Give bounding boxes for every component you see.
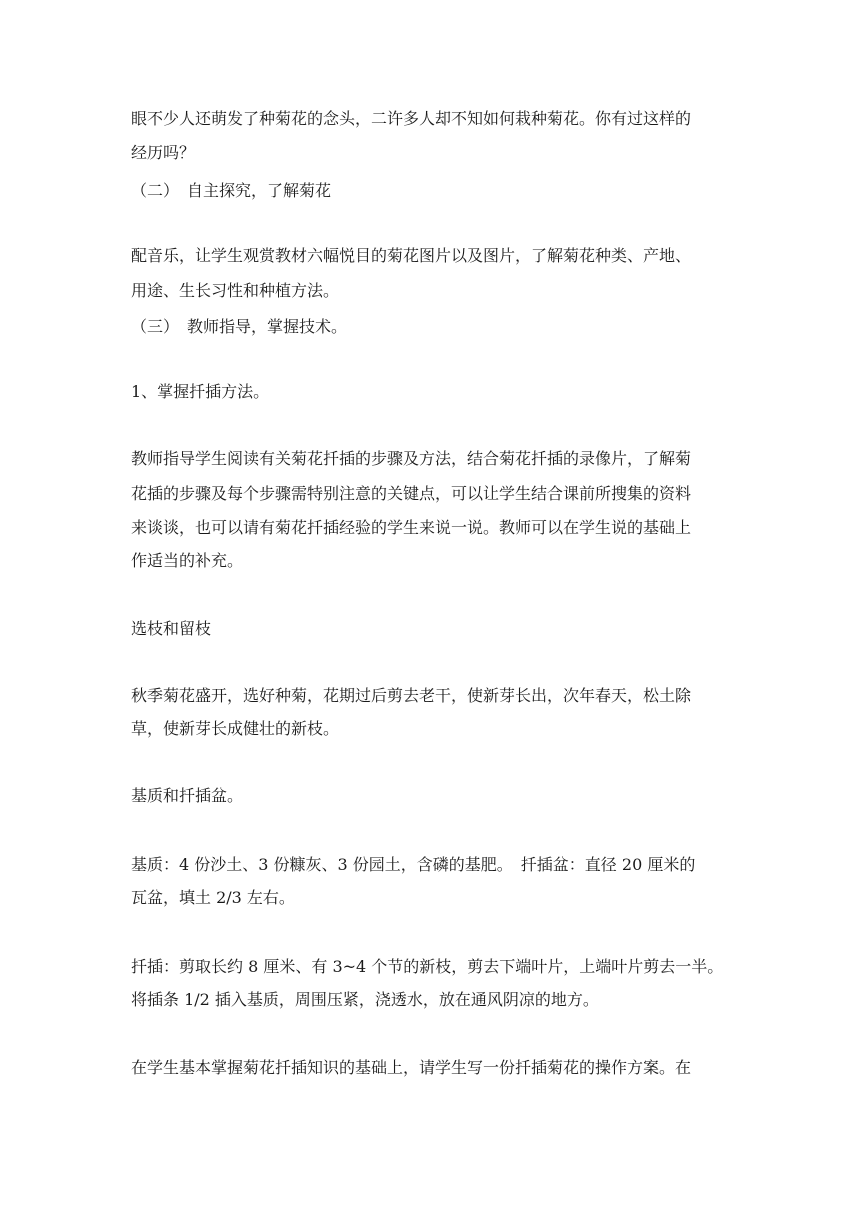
subheading-substrate: 基质和扦插盆。 [131,786,244,805]
text-line-2: 经历吗？ [131,143,196,162]
text-line-19: 将插条 1/2 插入基质，周围压紧，浇透水，放在通风阴凉的地方。 [131,990,599,1009]
subheading-select-branch: 选枝和留枝 [131,619,212,638]
text-line-4: 配音乐，让学生观赏教材六幅悦目的菊花图片以及图片，了解菊花种类、产地、 [131,246,692,265]
text-line-17: 瓦盆，填土 2/3 左右。 [131,888,295,907]
text-line-16: 基质：4 份沙土、3 份糠灰、3 份园土，含磷的基肥。 扦插盆：直径 20 厘米的 [131,855,696,874]
section-heading-3: （三） 教师指导，掌握技术。 [131,317,348,336]
text-line-11: 作适当的补充。 [131,551,244,570]
text-line-20: 在学生基本掌握菊花扦插知识的基础上，请学生写一份扦插菊花的操作方案。在 [131,1058,692,1077]
text-line-13: 秋季菊花盛开，选好种菊，花期过后剪去老干，使新芽长出，次年春天，松土除 [131,686,692,705]
section-heading-2: （二） 自主探究，了解菊花 [131,181,332,200]
text-line-14: 草，使新芽长成健壮的新枝。 [131,719,340,738]
text-line-8: 教师指导学生阅读有关菊花扦插的步骤及方法，结合菊花扦插的录像片，了解菊 [131,449,692,468]
text-line-1: 眼不少人还萌发了种菊花的念头，二许多人却不知如何栽种菊花。你有过这样的 [131,109,692,128]
text-line-18: 扦插：剪取长约 8 厘米、有 3~4 个节的新枝，剪去下端叶片，上端叶片剪去一半。 [131,957,724,976]
subheading-1: 1、掌握扦插方法。 [131,382,270,401]
text-line-9: 花插的步骤及每个步骤需特别注意的关键点，可以让学生结合课前所搜集的资料 [131,484,692,503]
text-line-5: 用途、生长习性和种植方法。 [131,281,340,300]
text-line-10: 来谈谈，也可以请有菊花扦插经验的学生来说一说。教师可以在学生说的基础上 [131,518,692,537]
